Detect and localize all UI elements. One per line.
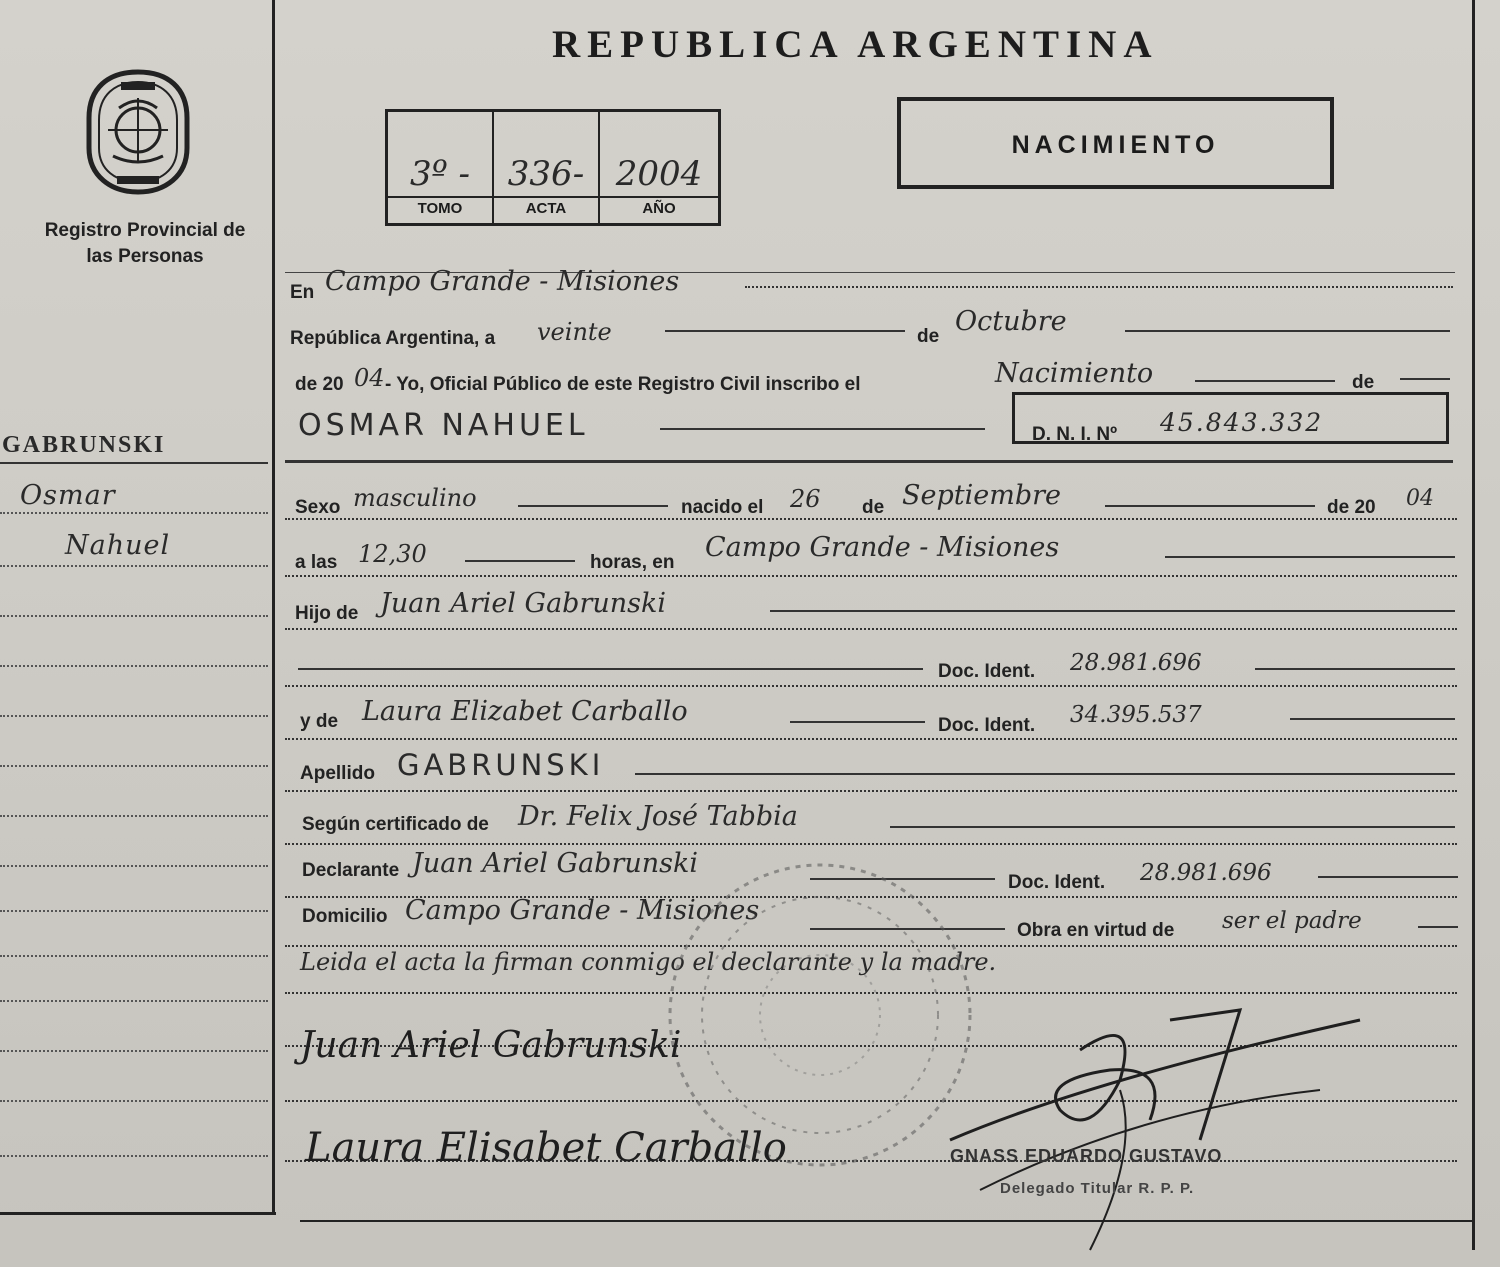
- fill-line: [1418, 926, 1458, 928]
- fill-line: [665, 330, 905, 332]
- dni-value: 45.843.332: [1160, 408, 1324, 437]
- place-value: Campo Grande - Misiones: [325, 266, 680, 297]
- sidebar-middle-name: Nahuel: [65, 530, 171, 561]
- registry-label: Registro Provincial de las Personas: [44, 220, 246, 267]
- row-rule: [285, 790, 1457, 792]
- sidebar-surname: GABRUNSKI: [2, 432, 166, 458]
- alas-label: a las: [295, 552, 338, 573]
- de-label-3: de: [862, 497, 885, 518]
- birth-month-value: Septiembre: [902, 480, 1061, 511]
- fill-line: [1318, 876, 1458, 878]
- fill-line: [1400, 378, 1450, 380]
- sidebar-rule: [0, 1100, 268, 1102]
- fill-line: [298, 668, 923, 670]
- yde-label: y de: [300, 711, 339, 732]
- tomo-cell: [388, 112, 492, 223]
- tomo-label: TOMO: [417, 200, 463, 217]
- fill-line: [1290, 718, 1455, 720]
- birth-place-value: Campo Grande - Misiones: [705, 532, 1060, 563]
- fill-line: [890, 826, 1455, 828]
- de-label: de: [917, 326, 940, 347]
- row-rule: [285, 575, 1457, 577]
- nacido-label: nacido el: [681, 497, 764, 518]
- fill-line: [790, 721, 925, 723]
- father-signature: Juan Ariel Gabrunski: [300, 1025, 682, 1066]
- sidebar-rule: [0, 615, 268, 617]
- fill-line: [1165, 556, 1455, 558]
- provincial-seal-icon: [83, 68, 193, 196]
- fill-line: [770, 610, 1455, 612]
- apellido-label: Apellido: [300, 763, 375, 784]
- year-suffix-value: 04: [354, 364, 385, 392]
- right-border: [1472, 0, 1475, 1250]
- row-rule: [285, 460, 1453, 463]
- record-value: Nacimiento: [995, 358, 1154, 389]
- hijo-label: Hijo de: [295, 603, 359, 624]
- row-rule: [285, 685, 1457, 687]
- de-label-2: de: [1352, 372, 1375, 393]
- fill-line: [465, 560, 575, 562]
- fill-line: [1255, 668, 1455, 670]
- mother-value: Laura Elizabet Carballo: [362, 696, 688, 727]
- official-name: GNASS EDUARDO GUSTAVO: [950, 1146, 1223, 1166]
- sidebar-rule: [0, 865, 268, 867]
- ano-value: 2004: [600, 152, 718, 198]
- domicilio-value: Campo Grande - Misiones: [405, 895, 760, 926]
- segun-label: Según certificado de: [302, 814, 489, 835]
- sidebar-rule: [0, 910, 268, 912]
- record-type-label: NACIMIENTO: [1011, 131, 1220, 159]
- declarante-doc-value: 28.981.696: [1140, 860, 1272, 886]
- domicilio-label: Domicilio: [302, 906, 388, 927]
- sidebar-rule: [0, 1050, 268, 1052]
- acta-cell: [494, 112, 598, 223]
- fill-line: [1195, 380, 1335, 382]
- mother-signature: Laura Elisabet Carballo: [305, 1125, 787, 1171]
- ano-cell: [600, 112, 718, 223]
- sidebar-rule: [0, 1155, 268, 1157]
- yo-text: - Yo, Oficial Público de este Registro Civil inscribo el: [385, 374, 861, 395]
- sidebar-rule: [0, 665, 268, 667]
- fill-line: [518, 505, 668, 507]
- sidebar-rule: [0, 462, 268, 464]
- dni-label: D. N. I. Nº: [1032, 424, 1118, 445]
- time-value: 12,30: [358, 540, 427, 568]
- ano-label: AÑO: [642, 200, 676, 217]
- birth-year-value: 04: [1406, 486, 1434, 511]
- en-label: En: [290, 282, 315, 303]
- sidebar-rule: [0, 715, 268, 717]
- obra-value: ser el padre: [1222, 908, 1362, 934]
- acta-value: 336-: [494, 152, 598, 198]
- row-rule: [285, 738, 1457, 740]
- father-doc-value: 28.981.696: [1070, 650, 1202, 676]
- year-prefix-label: de 20: [295, 374, 344, 395]
- father-value: Juan Ariel Gabrunski: [380, 588, 667, 619]
- doctor-value: Dr. Felix José Tabbia: [518, 801, 798, 832]
- sidebar-first-name: Osmar: [20, 480, 116, 511]
- fill-line: [745, 286, 1453, 288]
- doc-label-2: Doc. Ident.: [938, 715, 1036, 736]
- record-type-box: [897, 97, 1334, 189]
- fill-line: [1125, 330, 1450, 332]
- sidebar-rule: [0, 955, 268, 957]
- row-rule: [285, 518, 1457, 520]
- birth-year-label: de 20: [1327, 497, 1376, 518]
- fill-line: [660, 428, 985, 430]
- doc-label-3: Doc. Ident.: [1008, 872, 1106, 893]
- mother-doc-value: 34.395.537: [1070, 702, 1202, 728]
- sidebar-bottom-rule: [0, 1212, 276, 1215]
- fill-line: [1105, 505, 1315, 507]
- sexo-label: Sexo: [295, 497, 341, 518]
- birth-day-value: 26: [790, 485, 821, 513]
- official-title: Delegado Titular R. P. P.: [1000, 1180, 1195, 1197]
- fill-line: [635, 773, 1455, 775]
- sidebar-rule: [0, 815, 268, 817]
- doc-label: Doc. Ident.: [938, 661, 1036, 682]
- obra-label: Obra en virtud de: [1017, 920, 1175, 941]
- tomo-value: 3º -: [388, 152, 492, 198]
- declarante-label: Declarante: [302, 860, 400, 881]
- sidebar-rule: [0, 1000, 268, 1002]
- sexo-value: masculino: [353, 484, 477, 512]
- declarante-value: Juan Ariel Gabrunski: [412, 848, 699, 879]
- sidebar-divider: [272, 0, 275, 1212]
- sidebar-rule: [0, 512, 268, 514]
- republica-label: República Argentina, a: [290, 328, 496, 349]
- child-name-value: OSMAR NAHUEL: [298, 408, 589, 443]
- sidebar-rule: [0, 765, 268, 767]
- apellido-value: GABRUNSKI: [397, 748, 605, 782]
- horas-label: horas, en: [590, 552, 675, 573]
- book-reference-box: [385, 109, 721, 226]
- day-value: veinte: [537, 318, 612, 346]
- sidebar-rule: [0, 565, 268, 567]
- row-rule: [285, 628, 1457, 630]
- official-signature-icon: [940, 990, 1380, 1260]
- acta-label: ACTA: [525, 200, 567, 217]
- document-title: REPUBLICA ARGENTINA: [552, 23, 1159, 66]
- closing-text: Leida el acta la firman conmigo el declarante y la madre.: [300, 948, 997, 976]
- month-value: Octubre: [955, 306, 1067, 337]
- row-rule: [285, 843, 1457, 845]
